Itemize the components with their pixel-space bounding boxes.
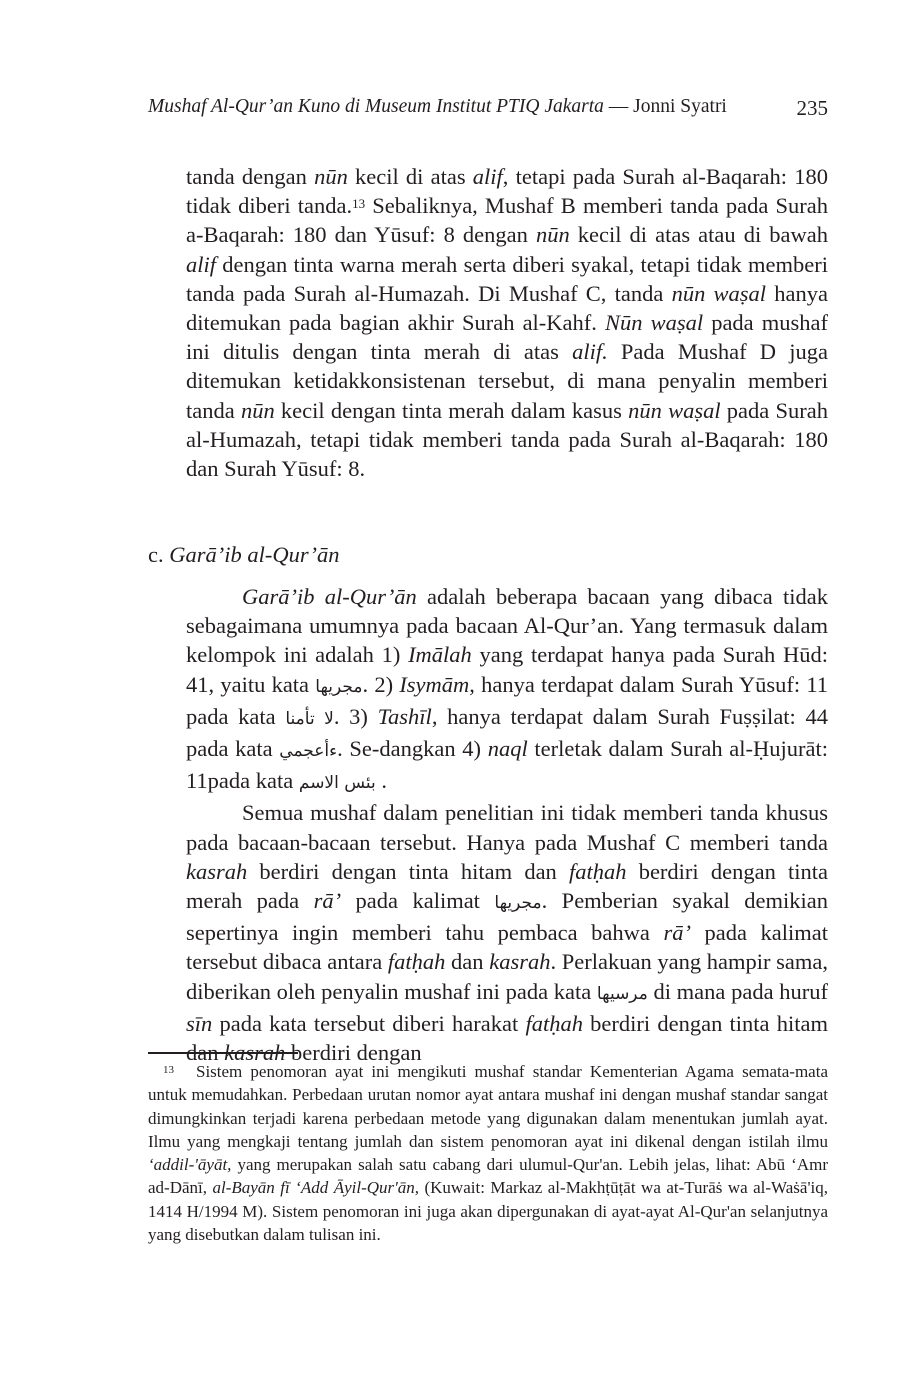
running-title <box>148 96 727 118</box>
footnote-reference[interactable]: 13 <box>352 196 366 212</box>
arabic-word: مجريها <box>315 676 363 697</box>
section-heading <box>148 542 339 568</box>
section-label: c. <box>148 542 164 567</box>
paragraph-2: Garā’ib al-Qur’ān adalah beberapa bacaan yang dibaca tidak sebagaimana umumnya pada bacaan Al-Qur’an. Yang termasuk dalam kelompok ini adalah 1) Imālah yang terdapat hanya pada Surah Hūd: 41, yaitu kata مجريها. 2) Isymām, hanya terdapat dalam Surah Yūsuf: 11 pada kata لا تأمنا. 3) Tashīl, hanya terdapat dalam Surah Fuṣṣilat: 44 pada kata ءأعجمي. Se-dangkan 4) naql terletak dalam Surah al-Ḥujurāt: 11pada kata بئس الاسم . <box>186 584 829 794</box>
footnote-divider <box>148 1052 298 1054</box>
running-header <box>148 96 828 128</box>
arabic-word: مرسيها <box>596 983 648 1004</box>
section-title: Garā’ib al-Qur’ān <box>169 542 340 567</box>
title-separator: — <box>603 96 634 117</box>
paragraph-1: tanda dengan nūn kecil di atas alif, tetapi pada Surah al-Baqarah: 180 tidak diberi tanda.$^{13}$ Sebaliknya, Mushaf B memberi tanda pada Surah a-Baqarah: 180 dan Yūsuf: 8 dengan nūn kecil di atas atau di bawah alif dengan tinta warna merah serta diberi syakal, tetapi tidak memberi tanda pada Surah al-Humazah. Di Mushaf C, tanda nūn waṣal hanya ditemukan pada bagian akhir Surah al-Kahf. Nūn waṣal pada mushaf ini ditulis dengan tinta merah di atas alif. Pada Mushaf D juga ditemukan ketidakkonsistenan tersebut, di mana penyalin memberi tanda nūn kecil dengan tinta merah dalam kasus nūn waṣal pada Surah al-Humazah, tetapi tidak memberi tanda pada Surah al-Baqarah: 180 dan Surah Yūsuf: 8. <box>186 164 828 482</box>
section-body <box>186 582 828 1067</box>
arabic-word: مجريها <box>494 893 542 914</box>
arabic-word: بئس الاسم <box>298 773 376 794</box>
arabic-word: ءأعجمي <box>279 741 338 762</box>
paragraph-3: Semua mushaf dalam penelitian ini tidak memberi tanda khusus pada bacaan-bacaan tersebut. Hanya pada Mushaf C memberi tanda kasrah berdiri dengan tinta hitam dan fatḥah berdiri dengan tinta merah pada rā’ pada kalimat مجريها. Pemberian syakal demikian sepertinya ingin memberi tahu pembaca bahwa rā’ pada kalimat tersebut dibaca antara fatḥah dan kasrah. Perlakuan yang hampir sama, diberikan oleh penyalin mushaf ini pada kata مرسيها di mana pada huruf sīn pada kata tersebut diberi harakat fatḥah berdiri dengan tinta hitam dan kasrah berdiri dengan <box>186 800 829 1066</box>
author-name: Jonni Syatri <box>633 96 727 117</box>
footnote-13: $^{13}$ Sistem penomoran ayat ini mengikuti mushaf standar Kementerian Agama semata-mata untuk memudahkan. Perbedaan urutan nomor ayat antara mushaf ini dengan mushaf standar sangat dimungkinkan terjadi karena perbedaan metode yang digunakan dalam menentukan jumlah ayat. Ilmu yang mengkaji tentang jumlah dan sistem penomoran ayat ini dikenal dengan istilah ilmu ‘addil-'āyāt, yang merupakan salah satu cabang dari ulumul-Qur'an. Lebih jelas, lihat: Abū ‘Amr ad-Dānī, al-Bayān fī ‘Add Āyil-Qur'ān, (Kuwait: Markaz al-Makhṭūṭāt wa at-Turāṡ wa al-Waṡā'iq, 1414 H/1994 M). Sistem penomoran ini juga akan dipergunakan di ayat-ayat Al-Qur'an selanjutnya yang disebutkan dalam tulisan ini. <box>148 1062 828 1245</box>
arabic-word: لا تأمنا <box>285 708 334 729</box>
footnote-number: 13 <box>163 1064 174 1076</box>
footnote-marker <box>148 1060 196 1083</box>
book-title: Mushaf Al-Qur’an Kuno di Museum Institut PTIQ Jakarta <box>148 96 604 117</box>
page-number: 235 <box>796 96 828 120</box>
